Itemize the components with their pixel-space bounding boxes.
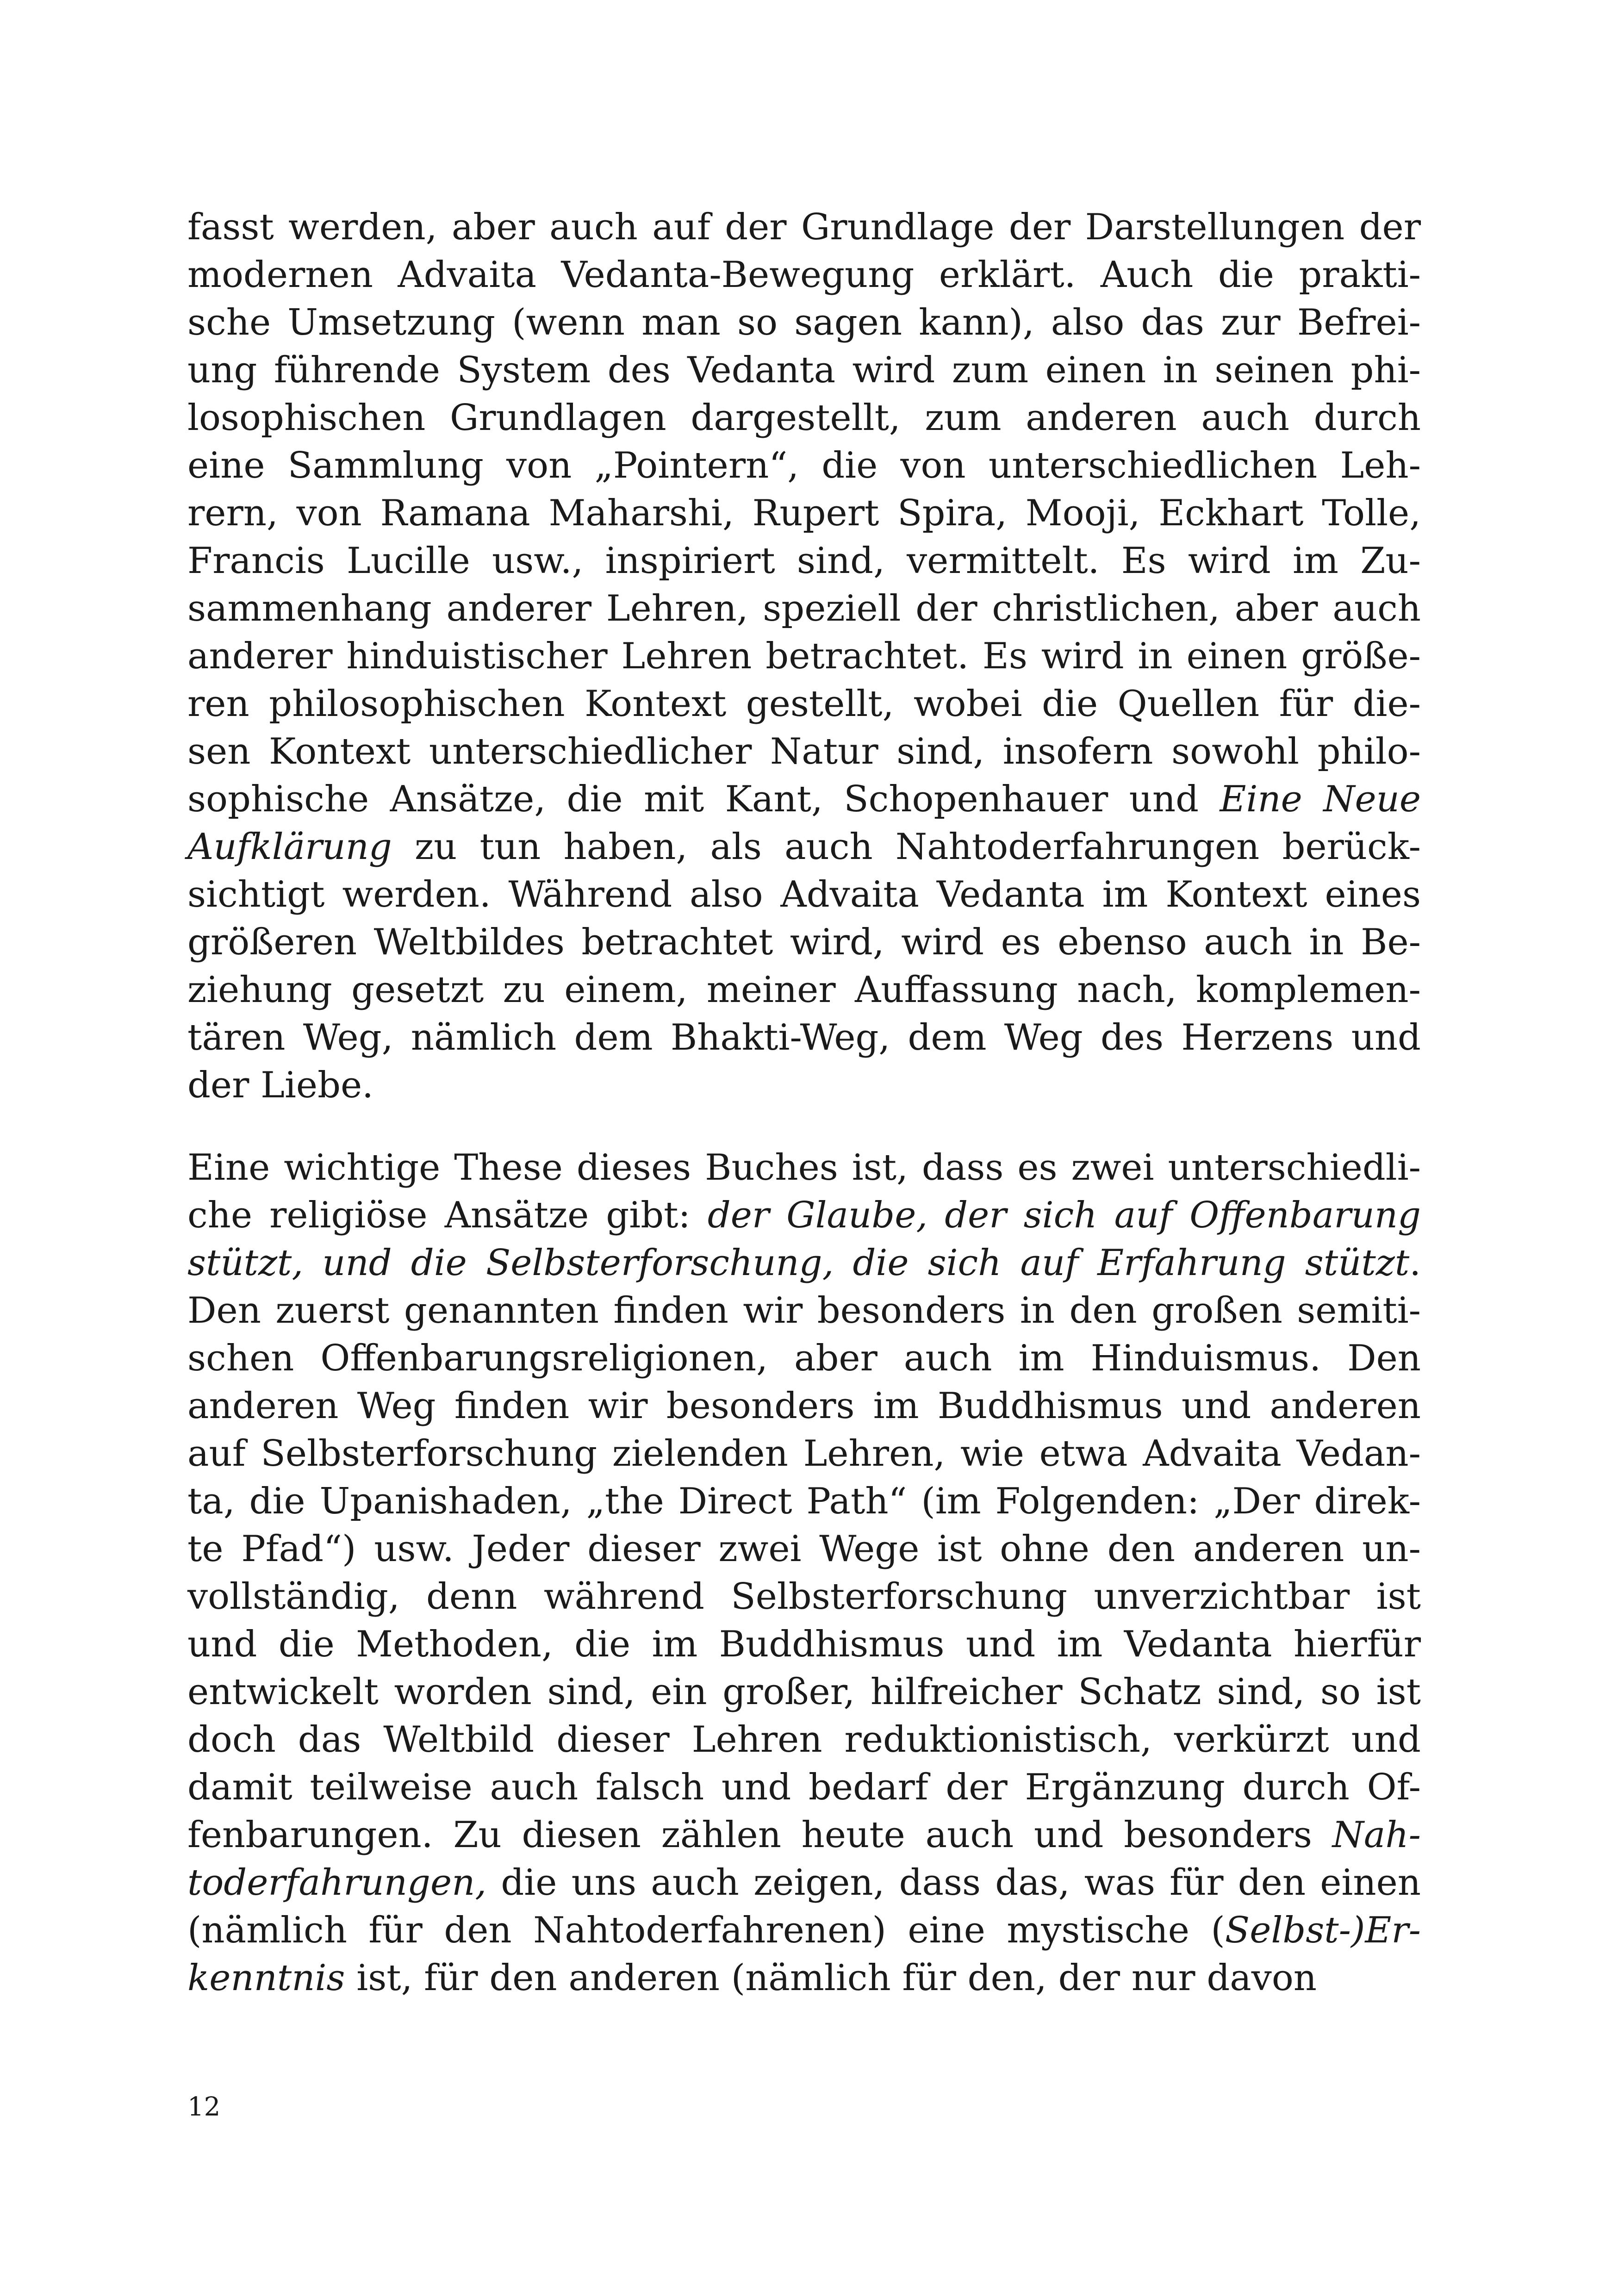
- text-run: rern, von Ramana Maharshi, Rupert Spira, Mooji, Eckhart Tolle,: [187, 492, 1421, 534]
- italic-text: der Glaube, der sich auf Offenbarung: [707, 1195, 1421, 1236]
- paragraph-1: [187, 204, 1421, 1109]
- text-line: [187, 1335, 1421, 1382]
- text-run: schen Offenbarungsreligionen, aber auch im Hinduismus. Den: [187, 1338, 1421, 1379]
- paragraph-2: [187, 1144, 1421, 2002]
- text-run: fasst werden, aber auch auf der Grundlage der Darstellungen der: [187, 206, 1421, 248]
- text-line: [187, 204, 1421, 251]
- text-line: [187, 1859, 1421, 1907]
- body-text: [187, 204, 1421, 2002]
- text-line: [187, 251, 1421, 299]
- text-line: [187, 1014, 1421, 1062]
- text-run: größeren Weltbildes betrachtet wird, wird es ebenso auch in Be-: [187, 921, 1421, 963]
- text-line: [187, 1430, 1421, 1478]
- text-line: [187, 1621, 1421, 1668]
- text-run: ta, die Upanishaden, „the Direct Path“ (im Folgenden: „Der direk-: [187, 1481, 1421, 1522]
- text-line: [187, 1811, 1421, 1859]
- text-run: modernen Advaita Vedanta-Bewegung erklärt. Auch die prakti-: [187, 254, 1421, 296]
- text-run: sche Umsetzung (wenn man so sagen kann), also das zur Befrei-: [187, 302, 1421, 343]
- italic-text: Aufklärung: [187, 826, 392, 868]
- text-line: [187, 1192, 1421, 1239]
- text-run: doch das Weltbild dieser Lehren reduktionistisch, verkürzt und: [187, 1719, 1421, 1761]
- text-line: [187, 871, 1421, 919]
- text-line: [187, 823, 1421, 871]
- text-run: eine Sammlung von „Pointern“, die von unterschiedlichen Leh-: [187, 445, 1421, 486]
- text-line: [187, 1287, 1421, 1335]
- page-number: 12: [187, 2092, 221, 2122]
- text-line: [187, 919, 1421, 966]
- text-line: [187, 1668, 1421, 1716]
- text-run: che religiöse Ansätze gibt:: [187, 1195, 708, 1236]
- italic-text: toderfahrungen,: [187, 1862, 487, 1904]
- text-run: .: [1409, 1242, 1421, 1284]
- text-run: vollständig, denn während Selbsterforschung unverzichtbar ist: [187, 1576, 1421, 1618]
- text-run: ist, für den anderen (nämlich für den, der nur davon: [345, 1957, 1317, 1999]
- text-run: ziehung gesetzt zu einem, meiner Auffassung nach, komplemen-: [187, 969, 1421, 1011]
- italic-text: Nah-: [1332, 1814, 1421, 1856]
- text-run: anderen Weg finden wir besonders im Buddhismus und anderen: [187, 1385, 1421, 1427]
- text-line: [187, 1525, 1421, 1573]
- text-run: damit teilweise auch falsch und bedarf der Ergänzung durch Of-: [187, 1767, 1421, 1808]
- text-line: [187, 680, 1421, 728]
- text-run: (nämlich für den Nahtoderfahrenen) eine mystische (: [187, 1910, 1225, 1951]
- text-run: zu tun haben, als auch Nahtoderfahrungen berück-: [392, 826, 1421, 868]
- text-line: [187, 966, 1421, 1014]
- text-line: [187, 537, 1421, 585]
- text-line: [187, 490, 1421, 537]
- text-run: Eine wichtige These dieses Buches ist, dass es zwei unterschiedli-: [187, 1147, 1421, 1188]
- text-run: fenbarungen. Zu diesen zählen heute auch und besonders: [187, 1814, 1332, 1856]
- text-line: [187, 633, 1421, 680]
- text-run: anderer hinduistischer Lehren betrachtet. Es wird in einen größe-: [187, 635, 1421, 677]
- text-run: losophischen Grundlagen dargestellt, zum anderen auch durch: [187, 397, 1421, 439]
- text-run: die uns auch zeigen, dass das, was für den einen: [486, 1862, 1421, 1904]
- italic-text: kenntnis: [187, 1957, 345, 1999]
- text-run: tären Weg, nämlich dem Bhakti-Weg, dem Weg des Herzens und: [187, 1017, 1421, 1058]
- text-run: sichtigt werden. Während also Advaita Vedanta im Kontext eines: [187, 874, 1421, 915]
- text-run: der Liebe.: [187, 1064, 373, 1106]
- text-run: auf Selbsterforschung zielenden Lehren, wie etwa Advaita Vedan-: [187, 1433, 1421, 1475]
- text-line: [187, 1382, 1421, 1430]
- italic-text: Eine Neue: [1220, 778, 1421, 820]
- text-line: [187, 728, 1421, 776]
- text-line: [187, 347, 1421, 394]
- text-run: und die Methoden, die im Buddhismus und im Vedanta hierfür: [187, 1624, 1421, 1665]
- text-line: [187, 442, 1421, 490]
- text-run: sammenhang anderer Lehren, speziell der christlichen, aber auch: [187, 588, 1421, 629]
- text-run: ren philosophischen Kontext gestellt, wobei die Quellen für die-: [187, 683, 1421, 725]
- text-line: [187, 299, 1421, 347]
- text-run: sen Kontext unterschiedlicher Natur sind, insofern sowohl philo-: [187, 731, 1421, 772]
- text-line: [187, 1062, 1421, 1109]
- text-line: [187, 1954, 1421, 2002]
- text-run: entwickelt worden sind, ein großer, hilfreicher Schatz sind, so ist: [187, 1671, 1421, 1713]
- text-run: Francis Lucille usw., inspiriert sind, vermittelt. Es wird im Zu-: [187, 540, 1421, 582]
- text-run: ung führende System des Vedanta wird zum einen in seinen phi-: [187, 349, 1421, 391]
- text-line: [187, 1239, 1421, 1287]
- text-line: [187, 1716, 1421, 1764]
- text-line: [187, 776, 1421, 823]
- text-line: [187, 1478, 1421, 1525]
- text-run: te Pfad“) usw. Jeder dieser zwei Wege ist ohne den anderen un-: [187, 1528, 1421, 1570]
- text-run: Den zuerst genannten finden wir besonders in den großen semiti-: [187, 1290, 1421, 1332]
- italic-text: Selbst-)Er-: [1225, 1910, 1421, 1951]
- text-run: sophische Ansätze, die mit Kant, Schopenhauer und: [187, 778, 1220, 820]
- text-line: [187, 394, 1421, 442]
- text-line: [187, 1907, 1421, 1954]
- text-line: [187, 1144, 1421, 1192]
- text-line: [187, 1764, 1421, 1811]
- text-line: [187, 1573, 1421, 1621]
- italic-text: stützt, und die Selbsterforschung, die sich auf Erfahrung stützt: [187, 1242, 1410, 1284]
- text-line: [187, 585, 1421, 633]
